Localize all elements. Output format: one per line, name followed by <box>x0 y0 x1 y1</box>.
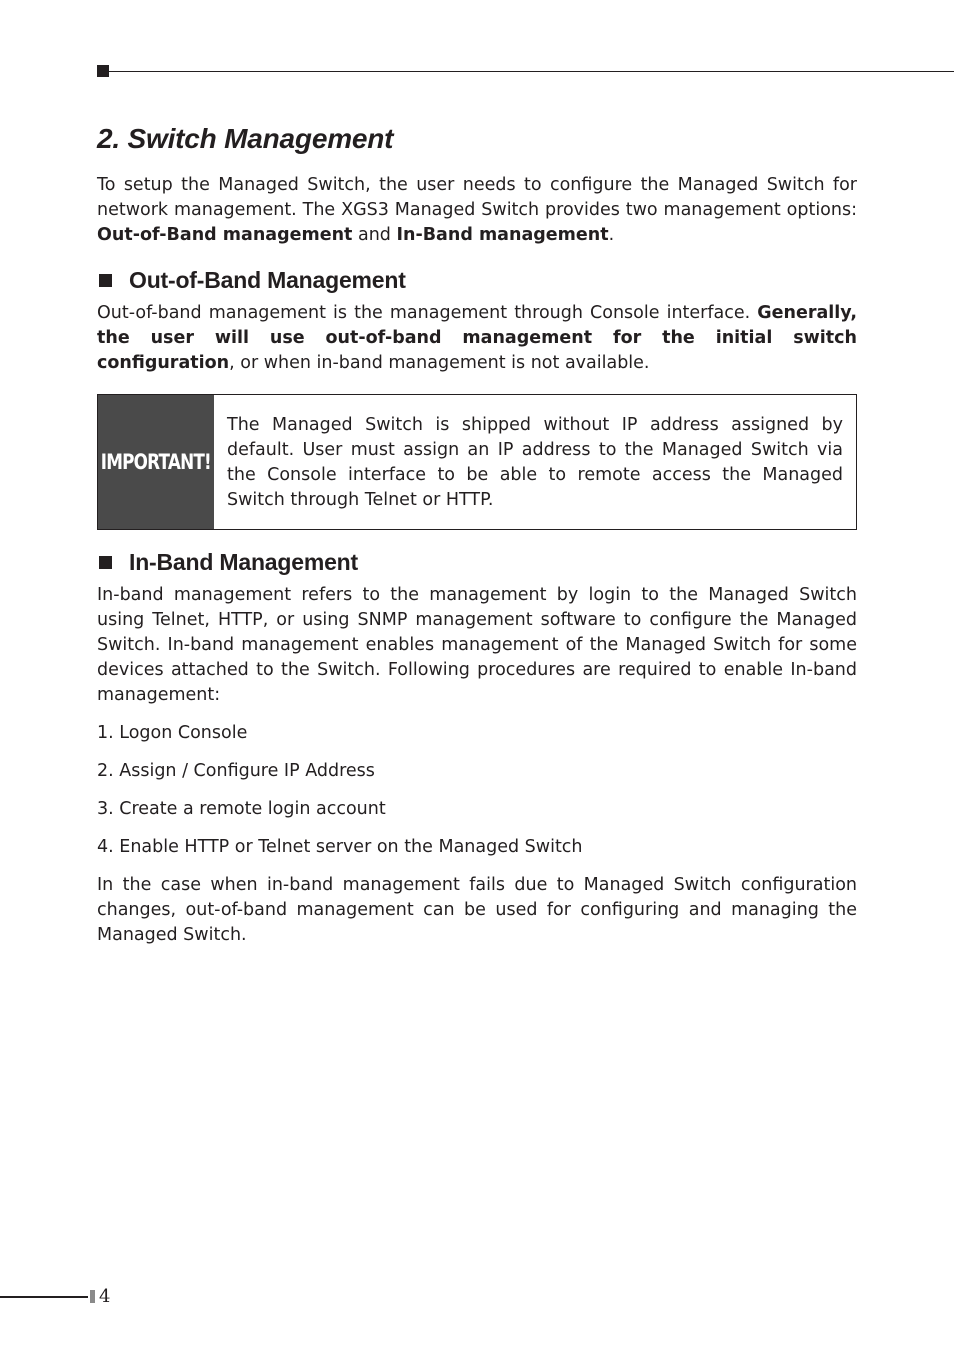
page-number: 4 <box>99 1286 111 1307</box>
intro-paragraph <box>97 173 857 248</box>
in-band-heading-text: In-Band Management <box>129 549 358 575</box>
intro-text-2: and <box>352 225 397 245</box>
footer-mark <box>90 1290 95 1303</box>
important-notice <box>97 394 857 530</box>
in-band-paragraph: In-band management refers to the management by login to the Managed Switch using Telnet, HTTP, or using SNMP management software to configure the Managed Switch. In-band management enables management of the Managed Switch for some devices attached to the Switch. Following procedures are required to enable In-band management: <box>97 585 857 705</box>
intro-text-1: To setup the Managed Switch, the user needs to configure the Managed Switch for network management. The XGS3 Managed Switch provides two management options: <box>97 175 857 220</box>
out-of-band-text-1: Out-of-band management is the management through Console interface. <box>97 303 758 323</box>
out-of-band-term: Out-of-Band management <box>97 225 353 245</box>
out-of-band-text-2: , or when in-band management is not available. <box>229 353 650 373</box>
page-title: 2. Switch Management <box>97 123 394 154</box>
header-rule <box>109 71 954 72</box>
out-of-band-heading-text: Out-of-Band Management <box>129 267 406 293</box>
closing-paragraph: In the case when in-band management fails due to Managed Switch configuration changes, out-of-band management can be used for configuring and managing the Managed Switch. <box>97 875 857 945</box>
square-bullet-icon <box>99 556 112 569</box>
out-of-band-bold-text: Generally, the user will use out-of-band management for the initial switch configuration <box>97 303 857 373</box>
square-bullet-icon <box>99 274 112 287</box>
procedure-step-3: 3. Create a remote login account <box>97 799 386 819</box>
footer-rule <box>0 1296 88 1298</box>
header-square-mark <box>97 65 109 77</box>
important-label-text: IMPORTANT! <box>100 450 212 474</box>
out-of-band-paragraph <box>97 301 857 376</box>
procedure-step-1: 1. Logon Console <box>97 723 248 743</box>
in-band-heading <box>97 547 857 577</box>
intro-text-3: . <box>608 225 615 245</box>
page-content <box>97 118 857 948</box>
procedure-step-2: 2. Assign / Configure IP Address <box>97 761 375 781</box>
out-of-band-heading <box>97 265 857 295</box>
procedure-step-4: 4. Enable HTTP or Telnet server on the Managed Switch <box>97 837 583 857</box>
important-text: The Managed Switch is shipped without IP address assigned by default. User must assign an IP address to the Managed Switch via the Console interface to be able to remote access the Managed Switch through Telnet or HTTP. <box>227 415 843 510</box>
in-band-term: In-Band management <box>396 225 609 245</box>
important-label <box>98 395 214 529</box>
